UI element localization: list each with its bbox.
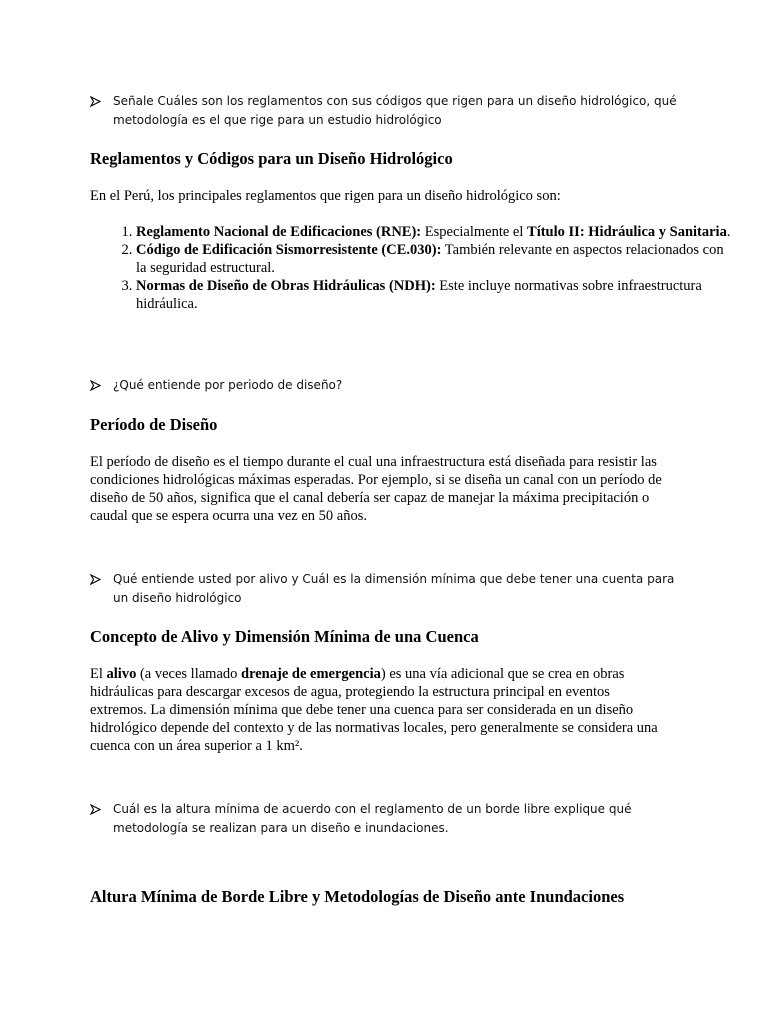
arrow-bullet-icon — [90, 804, 101, 815]
regulations-list — [90, 223, 736, 313]
arrow-bullet-icon — [90, 96, 101, 107]
list-item: 3. Normas de Diseño de Obras Hidráulicas (NDH): Este incluye normativas sobre infraestructura hidráulica. — [136, 277, 736, 313]
question-bullet — [90, 570, 680, 608]
paragraph: El período de diseño es el tiempo durante el cual una infraestructura está diseñada para resistir las condiciones hidrológicas máximas esperadas. Por ejemplo, si se diseña un canal con un período de diseño de 50 años, significa que el canal debería ser capaz de manejar la máxima precipitación o caudal que se espera ocurra una vez en 50 años. — [90, 454, 662, 524]
question-text: ¿Qué entiende por periodo de diseño? — [113, 378, 343, 392]
list-item: 2. Código de Edificación Sismorresistente (CE.030): También relevante en aspectos relacionados con la seguridad estructural. — [136, 241, 736, 277]
question-bullet — [90, 92, 680, 130]
arrow-bullet-icon — [90, 574, 101, 585]
section-heading: Reglamentos y Códigos para un Diseño Hidrológico — [90, 149, 453, 168]
section-heading: Concepto de Alivo y Dimensión Mínima de una Cuenca — [90, 627, 479, 646]
question-text: Qué entiende usted por alivo y Cuál es la dimensión mínima que debe tener una cuenta para un diseño hidrológico — [113, 572, 675, 605]
question-bullet — [90, 800, 680, 838]
question-text: Señale Cuáles son los reglamentos con sus códigos que rigen para un diseño hidrológico, qué metodología es el que rige para un estudio hidrológico — [113, 94, 677, 127]
paragraph: En el Perú, los principales reglamentos que rigen para un diseño hidrológico son: — [90, 188, 561, 204]
section-heading: Altura Mínima de Borde Libre y Metodologías de Diseño ante Inundaciones — [90, 887, 625, 906]
question-bullet — [90, 376, 680, 395]
question-text: Cuál es la altura mínima de acuerdo con el reglamento de un borde libre explique qué metodología se realizan para un diseño e inundaciones. — [113, 802, 632, 835]
section-heading: Período de Diseño — [90, 415, 218, 434]
arrow-bullet-icon — [90, 380, 101, 391]
paragraph: El alivo (a veces llamado drenaje de emergencia) es una vía adicional que se crea en obras hidráulicas para descargar excesos de agua, protegiendo la estructura principal en eventos extremos. La dimensión mínima que debe tener una cuenca para ser considerada en un diseño hidrológico depende del contexto y de las normativas locales, pero generalmente se considera una cuenca con un área superior a 1 km². — [90, 666, 658, 754]
list-item: 1. Reglamento Nacional de Edificaciones (RNE): Especialmente el Título II: Hidráulica y Sanitaria. — [136, 223, 736, 241]
